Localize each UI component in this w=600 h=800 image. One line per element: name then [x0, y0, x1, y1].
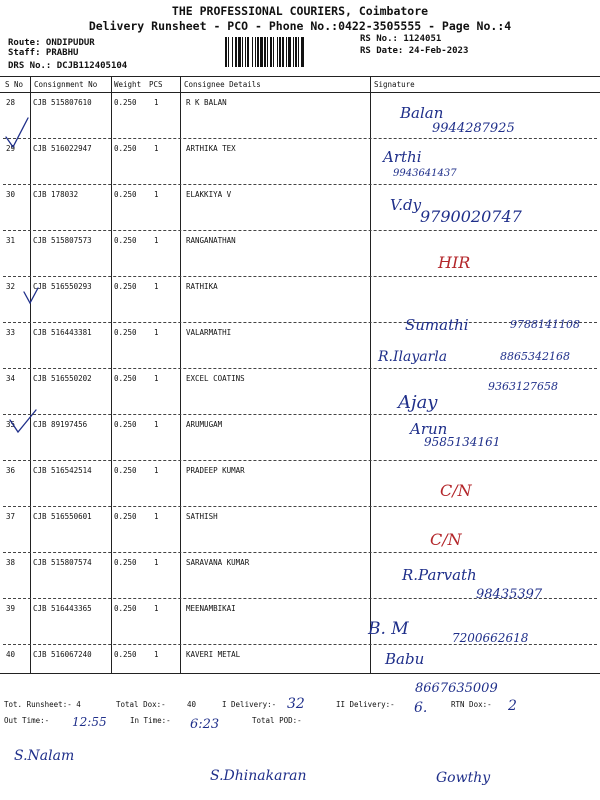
- row-pieces: 1: [154, 144, 159, 153]
- column-header-consignee: Consignee Details: [184, 80, 261, 89]
- row-pieces: 1: [154, 558, 159, 567]
- document-title: THE PROFESSIONAL COURIERS, Coimbatore: [171, 4, 429, 18]
- row-consignee: ELAKKIYA V: [186, 190, 232, 199]
- row-pieces: 1: [154, 466, 159, 475]
- signature-phone-row-30: 9790020747: [420, 207, 522, 226]
- row-sno: 32: [6, 282, 16, 291]
- signature-phone-row-29: 9943641437: [393, 168, 457, 179]
- row-sno: 36: [6, 466, 16, 475]
- rs-date-label: RS Date: 24-Feb-2023: [360, 46, 469, 56]
- row-consignment-number: CJB 516550202: [33, 374, 92, 383]
- row-consignment-number: CJB 89197456: [33, 420, 88, 429]
- signature-row-36: C/N: [440, 481, 472, 500]
- signature-row-32: Sumathi: [405, 316, 469, 334]
- signature-row-33: R.Ilayarla: [378, 349, 448, 365]
- row-sno: 33: [6, 328, 16, 337]
- row-weight: 0.250: [114, 512, 137, 521]
- row-weight: 0.250: [114, 328, 137, 337]
- extra-phone-note: 8667635009: [415, 681, 498, 696]
- total-runsheet: Tot. Runsheet:- 4: [4, 700, 81, 709]
- row-consignee: SATHISH: [186, 512, 218, 521]
- row-weight: 0.250: [114, 650, 137, 659]
- out-time-label: Out Time:-: [4, 716, 50, 725]
- row-sno: 38: [6, 558, 16, 567]
- row-sno: 34: [6, 374, 16, 383]
- row-sno: 37: [6, 512, 16, 521]
- route-label: Route: ONDIPUDUR: [8, 38, 95, 48]
- drs-number-label: DRS No.: DCJB112405104: [8, 61, 128, 71]
- row-consignee: PRADEEP KUMAR: [186, 466, 245, 475]
- row-consignment-number: CJB 516550293: [33, 282, 92, 291]
- signature-phone-row-38: 98435397: [476, 587, 543, 602]
- row-sno: 29: [6, 144, 16, 153]
- column-header-consignment: Consignment No: [34, 80, 98, 89]
- signature-row-34: Ajay: [398, 392, 438, 413]
- row-consignee: RANGANATHAN: [186, 236, 236, 245]
- table-row: [0, 461, 600, 507]
- row-weight: 0.250: [114, 420, 137, 429]
- table-row: [0, 277, 600, 323]
- in-time-value: 6:23: [190, 717, 220, 732]
- row-weight: 0.250: [114, 558, 137, 567]
- row-weight: 0.250: [114, 466, 137, 475]
- row-pieces: 1: [154, 604, 159, 613]
- row-pieces: 1: [154, 190, 159, 199]
- column-header-pcs: PCS: [149, 80, 163, 89]
- row-consignee: ARTHIKA TEX: [186, 144, 236, 153]
- out-time-value: 12:55: [72, 715, 107, 729]
- row-pieces: 1: [154, 374, 159, 383]
- row-consignment-number: CJB 515807610: [33, 98, 92, 107]
- table-bottom-border: [0, 673, 600, 674]
- row-sno: 28: [6, 98, 16, 107]
- table-row: [0, 323, 600, 369]
- row-consignment-number: CJB 516022947: [33, 144, 92, 153]
- row-pieces: 1: [154, 282, 159, 291]
- row-consignment-number: CJB 516443381: [33, 328, 92, 337]
- row-consignee: VALARMATHI: [186, 328, 232, 337]
- table-row: [0, 139, 600, 185]
- row-consignment-number: CJB 515807573: [33, 236, 92, 245]
- signature-row-29: Arthi: [383, 148, 422, 166]
- rtn-dox-label: RTN Dox:-: [451, 700, 492, 709]
- row-pieces: 1: [154, 650, 159, 659]
- staff-label: Staff: PRABHU: [8, 48, 79, 58]
- table-row: [0, 507, 600, 553]
- row-consignment-number: CJB 178032: [33, 190, 79, 199]
- row-sno: 40: [6, 650, 16, 659]
- total-dox-value: 40: [187, 700, 197, 709]
- row-consignee: R K BALAN: [186, 98, 227, 107]
- row-pieces: 1: [154, 512, 159, 521]
- rtn-dox-value: 2: [508, 698, 517, 714]
- row-sno: 39: [6, 604, 16, 613]
- row-pieces: 1: [154, 420, 159, 429]
- ii-delivery-value: 6.: [414, 700, 428, 716]
- footer-signature-left: S.Nalam: [14, 748, 75, 764]
- table-row: [0, 645, 600, 691]
- column-header-sno: S No: [5, 80, 24, 89]
- signature-row-31: HIR: [438, 253, 471, 272]
- row-weight: 0.250: [114, 604, 137, 613]
- table-row: [0, 231, 600, 277]
- signature-phone-row-33: 8865342168: [500, 350, 570, 363]
- signature-row-35: Arun: [410, 420, 448, 438]
- row-pieces: 1: [154, 98, 159, 107]
- row-weight: 0.250: [114, 374, 137, 383]
- row-weight: 0.250: [114, 236, 137, 245]
- table-row: [0, 369, 600, 415]
- table-row: [0, 185, 600, 231]
- signature-row-39: B. M: [368, 619, 409, 639]
- row-weight: 0.250: [114, 282, 137, 291]
- table-row: [0, 93, 600, 139]
- row-consignment-number: CJB 516542514: [33, 466, 92, 475]
- rs-number-label: RS No.: 1124051: [360, 34, 442, 44]
- footer-signature-right: Gowthy: [436, 770, 491, 786]
- row-pieces: 1: [154, 236, 159, 245]
- column-header-weight: Weight: [114, 80, 142, 89]
- row-consignee: EXCEL COATINS: [186, 374, 245, 383]
- row-weight: 0.250: [114, 144, 137, 153]
- row-weight: 0.250: [114, 190, 137, 199]
- row-sno: 30: [6, 190, 16, 199]
- signature-row-28: Balan: [400, 104, 444, 122]
- barcode: [225, 37, 355, 67]
- total-dox-label: Total Dox:-: [116, 700, 166, 709]
- ii-delivery-label: II Delivery:-: [336, 700, 395, 709]
- table-row: [0, 599, 600, 645]
- total-pod-label: Total POD:-: [252, 716, 302, 725]
- signature-phone-row-32: 9788141108: [510, 318, 580, 331]
- document-subtitle: Delivery Runsheet - PCO - Phone No.:0422-3505555 - Page No.:4: [88, 19, 512, 33]
- row-consignee: MEENAMBIKAI: [186, 604, 236, 613]
- signature-row-37: C/N: [430, 530, 462, 549]
- row-consignee: RATHIKA: [186, 282, 218, 291]
- row-consignee: ARUMUGAM: [186, 420, 223, 429]
- row-consignee: SARAVANA KUMAR: [186, 558, 250, 567]
- table-top-border: [0, 76, 600, 77]
- signature-row-38: R.Parvath: [402, 566, 477, 584]
- i-delivery-value: 32: [287, 696, 305, 712]
- signature-phone-row-28: 9944287925: [432, 121, 515, 136]
- in-time-label: In Time:-: [130, 716, 171, 725]
- signature-phone-row-34: 9363127658: [488, 380, 558, 393]
- table-row: [0, 415, 600, 461]
- row-sno: 35: [6, 420, 16, 429]
- table-row: [0, 553, 600, 599]
- row-weight: 0.250: [114, 98, 137, 107]
- row-sno: 31: [6, 236, 16, 245]
- column-header-signature: Signature: [374, 80, 415, 89]
- row-consignment-number: CJB 516550601: [33, 512, 92, 521]
- signature-phone-row-39: 7200662618: [452, 631, 529, 645]
- signature-phone-row-35: 9585134161: [424, 435, 501, 449]
- row-consignment-number: CJB 516067240: [33, 650, 92, 659]
- signature-row-30: V.dy: [390, 196, 422, 214]
- signature-row-40: Babu: [385, 650, 425, 668]
- i-delivery-label: I Delivery:-: [222, 700, 277, 709]
- row-consignment-number: CJB 516443365: [33, 604, 92, 613]
- row-consignment-number: CJB 515807574: [33, 558, 92, 567]
- row-consignee: KAVERI METAL: [186, 650, 241, 659]
- footer-signature-center: S.Dhinakaran: [210, 768, 307, 784]
- row-pieces: 1: [154, 328, 159, 337]
